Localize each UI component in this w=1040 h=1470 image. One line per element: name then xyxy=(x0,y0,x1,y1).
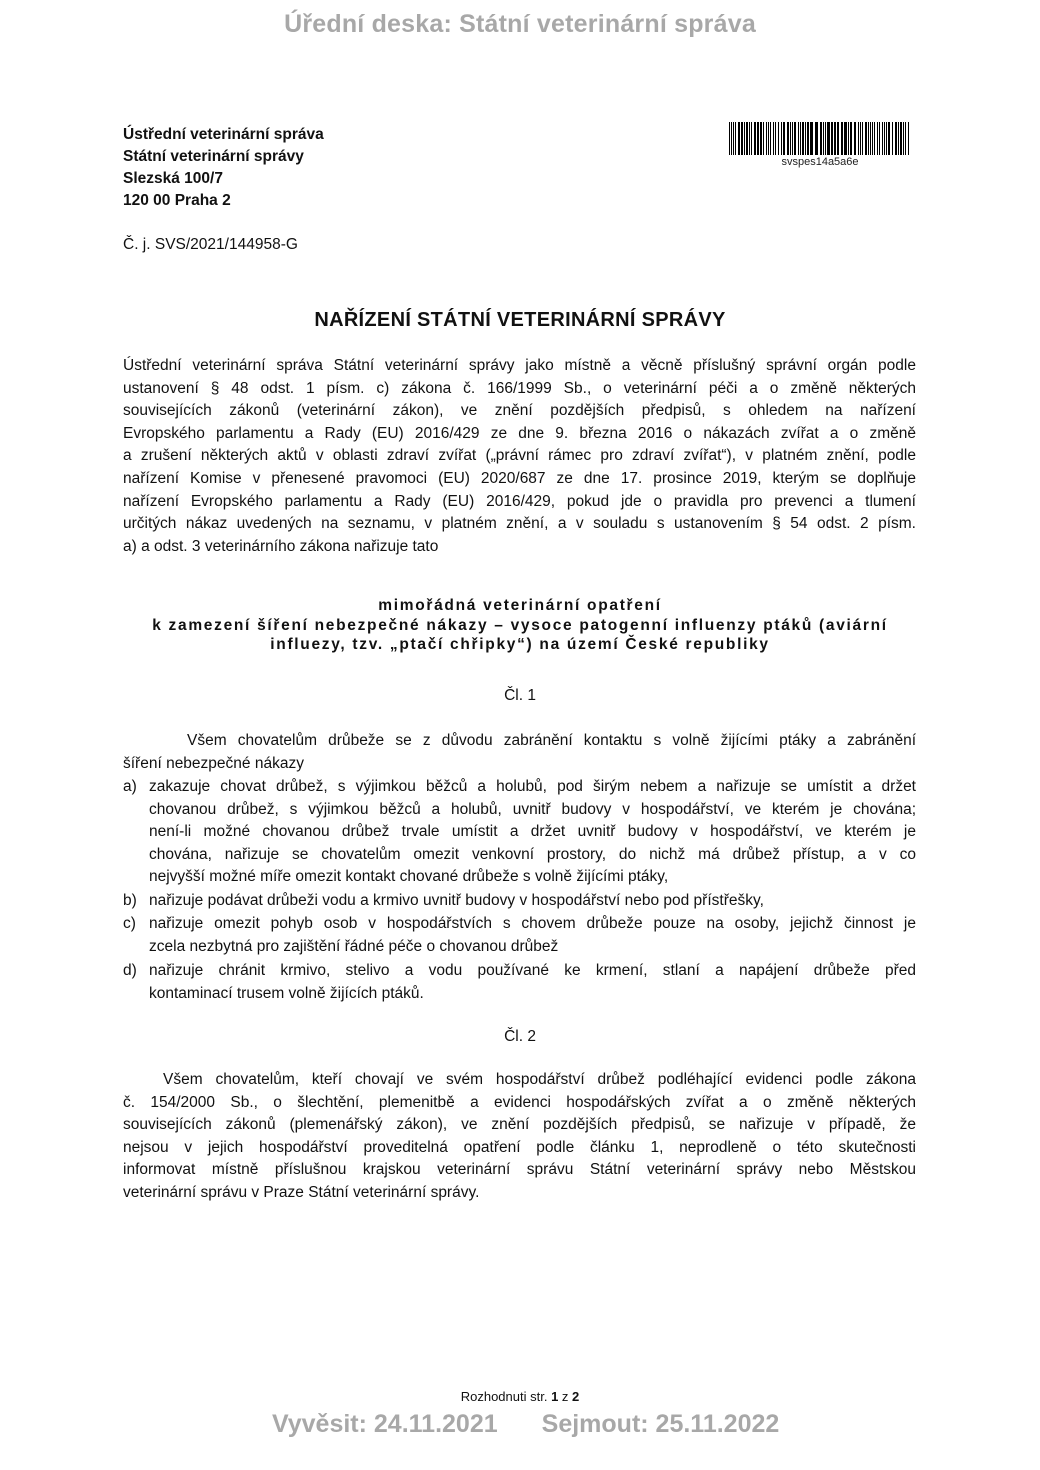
sender-line-2: Státní veterinární správy xyxy=(123,148,304,165)
article-2-line: Všem chovatelům, kteří chovají ve svém hospodářství drůbež podléhající evidenci podle zákona xyxy=(163,1071,916,1088)
barcode-bar xyxy=(741,122,743,155)
list-item-line: není-li možné chovanou drůbež trvale umístit a držet uvnitř budovy v hospodářství, ve kterém je xyxy=(149,823,916,841)
barcode-bar xyxy=(733,122,734,155)
list-marker: c) xyxy=(123,915,136,932)
article-1-item-c xyxy=(123,913,916,958)
barcode-bar xyxy=(900,122,902,155)
intro-line: ustanovení § 48 odst. 1 písm. c) zákona č. 166/1999 Sb., o veterinární péči a o změně některých xyxy=(123,379,916,397)
barcode-bar xyxy=(781,122,782,155)
barcode-bar xyxy=(884,122,885,155)
barcode-bar xyxy=(768,122,769,155)
barcode-bar xyxy=(872,122,873,155)
barcode-bar xyxy=(766,122,767,155)
barcode-bar xyxy=(790,122,791,155)
barcode-bar xyxy=(749,122,750,155)
barcode-bar xyxy=(763,122,764,155)
barcode-bar xyxy=(738,122,740,155)
barcode-bar xyxy=(888,122,890,155)
article-2-line: informovat místně příslušnou krajskou veterinární správu Státní veterinární správy nebo Městskou xyxy=(123,1161,916,1179)
barcode-bar xyxy=(868,122,869,155)
article-1-intro-line: šíření nebezpečné nákazy xyxy=(123,754,304,772)
article-1-intro-line: Všem chovatelům drůbeže se z důvodu zabránění kontaktu s volně žijícími ptáky a zabránění xyxy=(187,732,916,749)
barcode-bar xyxy=(874,122,875,155)
article-1-item-d xyxy=(123,960,916,1005)
barcode-bar xyxy=(798,122,799,155)
footer-page-number: 1 xyxy=(551,1389,559,1404)
barcode-bar xyxy=(729,122,730,155)
list-item-line: nařizuje podávat drůbeži vodu a krmivo uvnitř budovy v hospodářství nebo pod přístřešky, xyxy=(149,892,764,909)
sender-address xyxy=(123,124,324,212)
list-item-line: chována, nařizuje se chovatelům omezit venkovní prostory, do nichž má drůbež přístup, a v co xyxy=(149,845,916,863)
barcode-bar xyxy=(754,122,756,155)
barcode-bar xyxy=(848,122,849,155)
barcode-bar xyxy=(834,122,836,155)
article-2-line: veterinární správu v Praze Státní veterinární správy. xyxy=(123,1183,480,1201)
sender-line-1: Ústřední veterinární správa xyxy=(123,126,324,143)
barcode-bar xyxy=(879,122,880,155)
footer-page-total: 2 xyxy=(572,1389,580,1404)
barcode-bar xyxy=(815,122,818,155)
sender-line-3: Slezská 100/7 xyxy=(123,170,223,187)
measures-heading-line: k zamezení šíření nebezpečné nákazy – vysoce patogenní influenzy ptáků (aviární xyxy=(152,616,888,634)
barcode-bar xyxy=(744,122,745,155)
barcode-bar xyxy=(746,122,748,155)
intro-line: nařízení Komise v přenesené pravomoci (EU) 2020/687 ze dne 17. prosince 2019, kterým se doplňuje xyxy=(123,469,916,487)
barcode-bar xyxy=(794,122,796,155)
intro-line: Ústřední veterinární správa Státní veterinární správy jako místně a věcně příslušný správní orgán podle xyxy=(123,357,916,374)
list-item-line: nařizuje chránit krmivo, stelivo a vodu používané ke krmení, stlaní a napájení drůbeže před xyxy=(149,962,916,979)
article-1-heading: Čl. 1 xyxy=(504,687,536,704)
barcode-bar xyxy=(882,122,883,155)
article-2-heading: Čl. 2 xyxy=(504,1028,536,1045)
intro-line: nařízení Evropského parlamentu a Rady (EU) 2016/429, pokud jde o pravidla pro prevenci a tlumení xyxy=(123,492,916,510)
barcode-bar xyxy=(854,122,856,155)
barcode-bar xyxy=(841,122,843,155)
article-1-item-b xyxy=(123,890,916,913)
list-item-line: nejvyšší možné míře omezit kontakt chované drůbeže s volně žijícími ptáky, xyxy=(149,868,669,886)
barcode-bar xyxy=(844,122,847,155)
watermark-board-title: Úřední deska: Státní veterinární správa xyxy=(284,10,756,38)
intro-paragraph xyxy=(123,355,916,558)
measures-heading xyxy=(100,596,940,655)
list-item-line: kontaminací trusem volně žijících ptáků. xyxy=(149,984,424,1002)
barcode-bar xyxy=(860,122,861,155)
footer-prefix: Rozhodnuti str. xyxy=(460,1389,548,1404)
posting-dates xyxy=(272,1410,779,1439)
intro-line: souvisejících zákonů (veterinární zákon), ve znění pozdějších předpisů, s ohledem na nařízení xyxy=(123,402,916,420)
article-2-paragraph xyxy=(123,1069,916,1205)
barcode-bar xyxy=(886,122,887,155)
removal-date: Sejmout: 25.11.2022 xyxy=(541,1410,780,1438)
page-footer xyxy=(0,1389,1040,1404)
measures-heading-line: influezy, tzv. „ptačí chřipky“) na území České republiky xyxy=(270,636,770,653)
barcode-bar xyxy=(858,122,859,155)
barcode-image xyxy=(728,122,912,155)
list-item-line: zakazuje chovat drůbež, s výjimkou běžců a holubů, pod širým nebem a nařizuje se umístit a držet xyxy=(149,778,916,795)
barcode-bar xyxy=(895,122,897,155)
sender-line-4: 120 00 Praha 2 xyxy=(123,192,231,209)
barcode-bar xyxy=(892,122,893,155)
barcode-bar xyxy=(800,122,801,155)
intro-line: určitých nákaz uvedených na seznamu, v platném znění, a v souladu s ustanovením § 54 odst. 2 písm. xyxy=(123,515,916,533)
barcode-bar xyxy=(807,122,809,155)
posted-date: Vyvěsit: 24.11.2021 xyxy=(272,1410,498,1438)
barcode-bar xyxy=(905,122,906,155)
article-2-line: nejsou v jejich hospodářství proveditelná opatření podle článku 1, neprodleně o této skutečnosti xyxy=(123,1138,916,1156)
barcode-bar xyxy=(898,122,899,155)
article-2-line: souvisejících zákonů (plemenářský zákon), ve znění pozdějších předpisů, se nařizuje v případě, že xyxy=(123,1116,916,1134)
barcode-bar xyxy=(827,122,830,155)
barcode-bar xyxy=(735,122,736,155)
footer-of: z xyxy=(561,1389,569,1404)
barcode-bar xyxy=(831,122,833,155)
barcode-bar xyxy=(810,122,813,155)
barcode-bar xyxy=(751,122,752,155)
barcode-bar xyxy=(865,122,867,155)
barcode-bar xyxy=(802,122,804,155)
barcode-bar xyxy=(823,122,824,155)
list-item-line: nařizuje omezit pohyb osob v hospodářstvích s chovem drůbeže pouze na osoby, jejichž činnost je xyxy=(149,915,916,932)
barcode-bar xyxy=(820,122,822,155)
list-item-line: chovanou drůbež, s výjimkou běžců a holubů, uvnitř budovy v hospodářství, ve kterém je chována; xyxy=(149,800,916,818)
barcode-bar xyxy=(760,122,762,155)
barcode-bar xyxy=(908,122,909,155)
list-item-line: zcela nezbytná pro zajištění řádné péče o chovanou drůbež xyxy=(149,937,559,955)
list-marker: d) xyxy=(123,962,137,979)
barcode-bar xyxy=(778,122,779,155)
barcode-bar xyxy=(903,122,904,155)
barcode-text: svspes14a5a6e xyxy=(781,156,859,168)
intro-line: a) a odst. 3 veterinárního zákona nařizuje tato xyxy=(123,537,439,555)
article-1-item-a xyxy=(123,776,916,889)
barcode-bar xyxy=(825,122,826,155)
barcode-bar xyxy=(862,122,863,155)
article-1-intro xyxy=(123,730,916,775)
barcode-bar xyxy=(805,122,806,155)
barcode-bar xyxy=(770,122,771,155)
barcode-bar xyxy=(787,122,789,155)
barcode-bar xyxy=(783,122,785,155)
barcode-bar xyxy=(773,122,774,155)
list-marker: b) xyxy=(123,892,137,909)
barcode-bar xyxy=(792,122,793,155)
intro-line: Evropského parlamentu a Rady (EU) 2016/429 ze dne 9. března 2016 o nákazách zvířat a o změně xyxy=(123,424,916,442)
barcode-bar xyxy=(877,122,878,155)
list-marker: a) xyxy=(123,778,137,795)
barcode-bar xyxy=(870,122,871,155)
article-2-line: č. 154/2000 Sb., o šlechtění, plemenitbě a evidenci hospodářských zvířat a o změně některých xyxy=(123,1093,916,1111)
barcode-bar xyxy=(757,122,759,155)
measures-heading-line: mimořádná veterinární opatření xyxy=(378,597,662,614)
barcode-bar xyxy=(731,122,732,155)
reference-number: Č. j. SVS/2021/144958-G xyxy=(123,236,298,253)
barcode-bar xyxy=(775,122,776,155)
intro-line: a zrušení některých aktů v oblasti zdraví zvířat („právní rámec pro zdraví zvířat“), v platném znění, podle xyxy=(123,447,916,465)
barcode-bar xyxy=(850,122,852,155)
barcode-bar xyxy=(837,122,839,155)
document-title: NAŘÍZENÍ STÁTNÍ VETERINÁRNÍ SPRÁVY xyxy=(314,309,726,331)
